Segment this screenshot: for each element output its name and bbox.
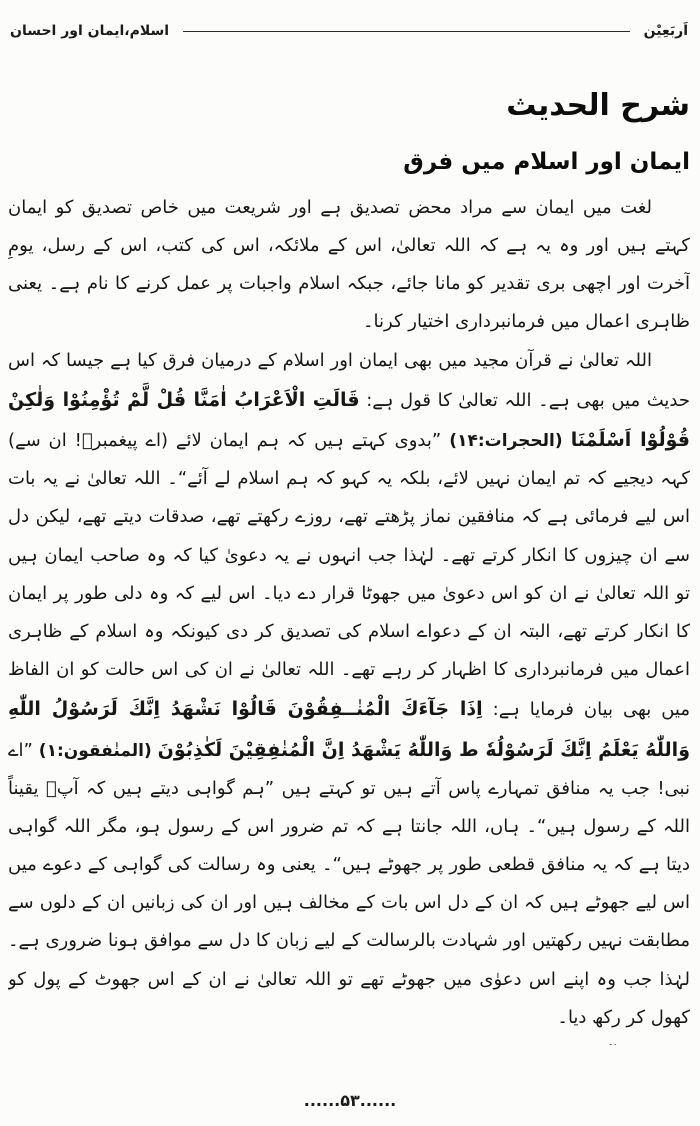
- quran-verse: قَالَتِ الْاَعْرَابُ اٰمَنَّا قُلْ لَّمْ تُؤْمِنُوْا وَلٰكِنْ قُوْلُوْا اَسْلَمْنَا: [8, 388, 690, 452]
- book-title: اَربَعِيْن: [643, 23, 688, 39]
- body-text: [8, 189, 690, 1045]
- quran-verse: اِذَا جَآءَكَ الْمُنٰــفِقُوْنَ قَالُوْا نَشْهَدُ اِنَّكَ لَرَسُوْلُ اللّٰهِ وَاللّٰهُ يَعْلَمُ اِنَّكَ لَرَسُوْلُهٗ ط وَاللّٰهُ يَشْهَدُ اِنَّ الْمُنٰفِقِيْنَ لَكٰذِبُوْنَ: [8, 698, 690, 761]
- paragraph-text: لغت میں ایمان سے مراد محض تصدیق ہے اور شریعت میں خاص تصدیق کو ایمان کہتے ہیں اور وہ یہ ہے کہ اللہ تعالیٰ، اس کے ملائکہ، اس کی کتب، اس کے رسل، یومِ آخرت اور اچھی بری تقدیر کو مانا جائے، جبکہ اسلام واجبات پر عمل کرنے کا نام ہے۔ یعنی ظاہری اعمال میں فرمانبرداری اختیار کرنا۔: [8, 197, 690, 333]
- paragraph-text: ”اے نبی! جب یہ منافق تمہارے پاس آتے ہیں تو کہتے ہیں ”ہم گواہی دیتے ہیں کہ آپؐ یقیناً اللہ کے رسول ہیں“۔ ہاں، اللہ جانتا ہے کہ تم ضرور اس کے رسول ہو، مگر اللہ گواہی دیتا ہے کہ یہ منافق قطعی طور پر جھوٹے ہیں“۔ یعنی وہ رسالت کی گواہی کے دعوے میں اس لیے جھوٹے ہیں کہ ان کے دل اس بات کے مخالف ہیں اور ان کی زبانیں ان کے دلوں سے مطابقت نہیں رکھتیں اور شہادت بالرسالت کے لیے زبان کا دل سے موافق ہونا ضروری ہے۔ لہٰذا جب وہ اپنے اس دعوٰی میں جھوٹے تھے تو اللہ تعالیٰ نے ان کے اس جھوٹ کے پول کو کھول کر رکھ دیا۔: [8, 739, 690, 1028]
- page-number: ......۵۳......: [303, 1091, 397, 1110]
- paragraph-1: [8, 189, 690, 342]
- subsection-title: ایمان اور اسلام میں فرق: [403, 149, 690, 175]
- header-rule: [183, 31, 630, 32]
- running-header: [8, 16, 690, 42]
- paragraph-3: [8, 1037, 690, 1045]
- paragraph-text: اللہ تعالیٰ نے قرآن مجید میں بھی ایمان اور اسلام کے درمیان فرق کیا ہے جیسا کہ اس حدیث میں بھی ہے۔ اللہ تعالیٰ کا قول ہے:: [8, 349, 690, 411]
- verse-citation: (المنٰفقون:۱): [32, 740, 158, 761]
- page-footer: [0, 1091, 700, 1110]
- section-title: شرح الحدیث: [506, 88, 690, 123]
- chapter-title: اسلام،ایمان اور احسان: [10, 23, 170, 39]
- paragraph-text: ”بدوی کہتے ہیں کہ ہم ایمان لائے (اے پیغمبرؐ! ان سے) کہہ دیجیے کہ تم ایمان نہیں لائے، بلکہ یہ کہو کہ ہم اسلام لے آئے“۔ اللہ تعالیٰ نے یہ بات اس لیے فرمائی ہے کہ منافقین نماز پڑھتے تھے، روزے رکھتے تھے، صدقات دیتے تھے، لیکن دل سے ان چیزوں کا انکار کرتے تھے۔ لہٰذا جب انہوں نے یہ دعویٰ کیا کہ وہ صاحب ایمان ہیں تو اللہ تعالیٰ نے ان کو اس دعویٰ میں جھوٹا قرار دے دیا۔ اس لیے کہ وہ دلی طور پر ایمان کا انکار کرتے تھے، البتہ ان کے دعواے اسلام کی تصدیق کر دی کیونکہ وہ اسلام کے ظاہری اعمال میں فرمانبرداری کا اظہار کر رہے تھے۔ اللہ تعالیٰ نے ان کی اس حالت کو ان الفاظ میں بھی بیان فرمایا ہے:: [8, 430, 690, 721]
- paragraph-2: [8, 342, 690, 1037]
- verse-citation: (الحجرات:۱۴): [441, 431, 571, 452]
